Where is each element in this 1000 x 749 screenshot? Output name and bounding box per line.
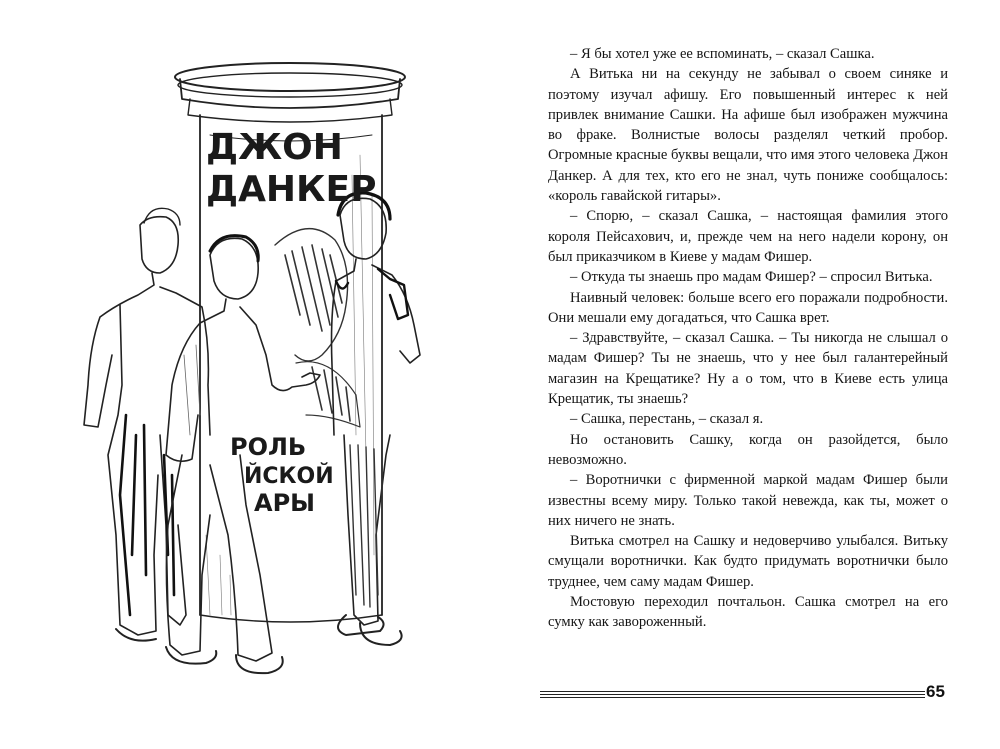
illustration bbox=[60, 55, 500, 695]
poster-text-iskoi: ЙСКОЙ bbox=[244, 464, 334, 489]
poster-text-danker: ДАНКЕР bbox=[206, 169, 377, 210]
paragraph: – Здравствуйте, – сказал Сашка. – Ты никогда не слышал о мадам Фишер? Ты не знаешь, что у нее был галантерейный магазин на Крещатике? Ну а о том, что в Киеве есть улица Крещатик, ты знаешь? bbox=[548, 330, 948, 408]
paragraph: – Воротнички с фирменной маркой мадам Фишер были известны всему миру. Только такой невежда, как ты, может о них ничего не знать. bbox=[548, 472, 948, 529]
paragraph: Наивный человек: больше всего его поражали подробности. Они мешали ему догадаться, что Сашка врет. bbox=[548, 289, 948, 326]
paragraph: Мостовую переходил почтальон. Сашка смотрел на его сумку как завороженный. bbox=[548, 594, 948, 631]
figure-left-man bbox=[84, 208, 210, 640]
paragraph: – Я бы хотел уже ее вспоминать, – сказал Сашка. bbox=[570, 46, 875, 62]
footer-rule bbox=[540, 691, 925, 699]
body-text bbox=[548, 44, 948, 633]
poster-text-rol: РОЛЬ bbox=[230, 433, 307, 461]
paragraph: – Откуда ты знаешь про мадам Фишер? – спросил Витька. bbox=[570, 269, 933, 286]
paragraph: – Сашка, перестань, – сказал я. bbox=[570, 411, 764, 428]
poster-portrait bbox=[275, 229, 360, 427]
paragraph: Но остановить Сашку, когда он разойдется, было невозможно. bbox=[548, 431, 948, 468]
paragraph: А Витька ни на секунду не забывал о своем синяке и поэтому изучал афишу. Его повышенный интерес к ней привлек внимание Сашки. На афише был изображен мужчина во фраке. Волнистые волосы разделял четкий пробор. Огромные красные буквы вещали, что имя этого человека Джон Данкер. А для тех, кто его не знал, чуть пониже сообщалось: «король гавайской гитары». bbox=[548, 66, 948, 205]
right-page bbox=[540, 40, 960, 720]
poster-text-jon: ДЖОН bbox=[206, 127, 343, 168]
poster-text-ary: АРЫ bbox=[254, 489, 316, 517]
paragraph: – Спорю, – сказал Сашка, – настоящая фамилия этого короля Пейсахович, и, прежде чем на него надели корону, он был приказчиком в Киеве у мадам Фишер. bbox=[548, 208, 948, 265]
page-number: 65 bbox=[926, 682, 945, 701]
paragraph: Витька смотрел на Сашку и недоверчиво улыбался. Витьку смущали воротнички. Как будто придумать воротнички было труднее, чем саму мадам Фишер. bbox=[548, 533, 948, 590]
